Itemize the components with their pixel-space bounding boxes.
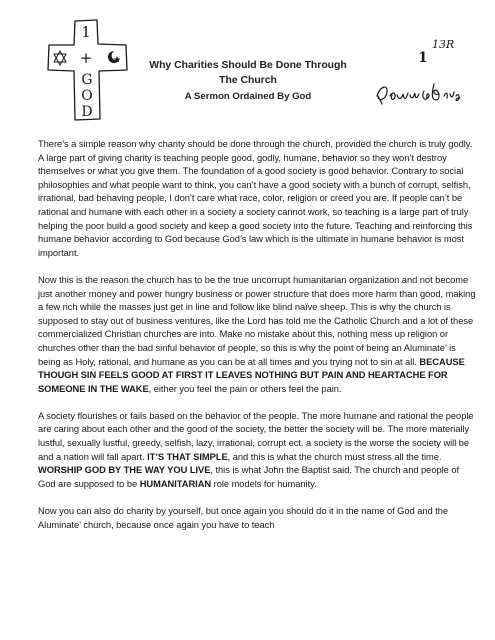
- emphasis-text: WORSHIP GOD BY THE WAY YOU LIVE: [38, 465, 211, 476]
- sermon-body: [38, 138, 476, 546]
- cross-letter-d: D: [81, 104, 93, 120]
- emphasis-text: IT’S THAT SIMPLE: [147, 451, 228, 462]
- paragraph-text: , either you feel the pain or others feel the pain.: [148, 383, 342, 394]
- cross-number-one: 1: [81, 23, 91, 41]
- paragraph-2: [38, 274, 476, 396]
- emphasis-text: HUMANITARIAN: [139, 478, 212, 489]
- subtitle: A Sermon Ordained By God: [184, 91, 312, 102]
- star-of-david-icon: [54, 51, 66, 65]
- paragraph-4: [38, 505, 476, 532]
- cross-plus-sign: +: [79, 49, 93, 67]
- cross-letter-g: G: [81, 72, 93, 88]
- cross-drawing: [44, 18, 130, 122]
- handwritten-page-code: 13R: [432, 38, 455, 51]
- crescent-star-icon: [108, 51, 122, 64]
- paragraph-text: , this is what John the Baptist said. The church and people of God are supposed to be: [38, 465, 460, 489]
- paragraph-text: Now this is the reason the church has to be the true uncorrupt humanitarian organization and not become just another money and power hungry business or power structure that does more harm than good, making a few rich while the masses just get in line and follow like blind naïve sheep. This is why the church is supposed to stay out of business ventures, like the Lord has told me the Catholic Church and a lot of these commercialized Christian churches are into. Make no mistake about this, nothing mess up religion or churches other than the bad sinful behavior of people, so this is why the point of being an Aluminate’ is being as Holy, rational, and humane as you can be at all times and you trying not to sin at all.: [38, 274, 476, 367]
- paragraph-text: Now you can also do charity by yourself, but once again you should do it in the name of God and the Aluminate’ church, because once again you have to teach: [38, 506, 449, 530]
- cross-logo: [44, 18, 130, 122]
- document-header: [128, 58, 368, 104]
- cross-letter-o: O: [81, 88, 93, 104]
- paragraph-text: role models for humanity.: [211, 478, 317, 489]
- paragraph-text: A society flourishes or fails based on the behavior of the people. The more humane and rational the people are caring about each other and the good of the society, the better the society will be. The more materially lustful, sexually lustful, greedy, selfish, lazy, irrational, corrupt ect. a society is the worse the society will be and a nation will fall apart.: [38, 410, 474, 462]
- paragraph-3: [38, 410, 476, 492]
- paragraph-1: [38, 138, 476, 260]
- title-line-1: Why Charities Should Be Done Through: [149, 60, 347, 71]
- title-line-2: The Church: [219, 75, 277, 86]
- emphasis-text: BECAUSE THOUGH SIN FEELS GOOD AT FIRST IT LEAVES NOTHING BUT PAIN AND HEARTACHE FOR SOMEONE IN THE WAKE: [38, 356, 465, 394]
- paragraph-text: , and this is what the church must stress all the time.: [227, 451, 442, 462]
- paragraph-text: There’s a simple reason why charity should be done through the church, provided the church is truly godly. A large part of giving charity is teaching people good, godly, humane, behavior so they won’t destroy themselves or what you give them. The foundation of a good society is good behavior. Contrary to social philosophies and what people want to think, you can’t have a good society with a bunch of corrupt, selfish, irrational, bad behaving people, I don’t care what race, color, religion or creed you are. If people can’t be rational and humane with each other in a society a society cannot work, so teaching is a large part of truly helping the poor build a good society and keep a good society into the future. Teaching and reinforcing this humane behavior according to God because God’s law which is the ultimate in humane behavior is most important.: [38, 139, 473, 258]
- handwritten-page-number: 1: [418, 50, 428, 66]
- handwritten-signature: [374, 78, 464, 108]
